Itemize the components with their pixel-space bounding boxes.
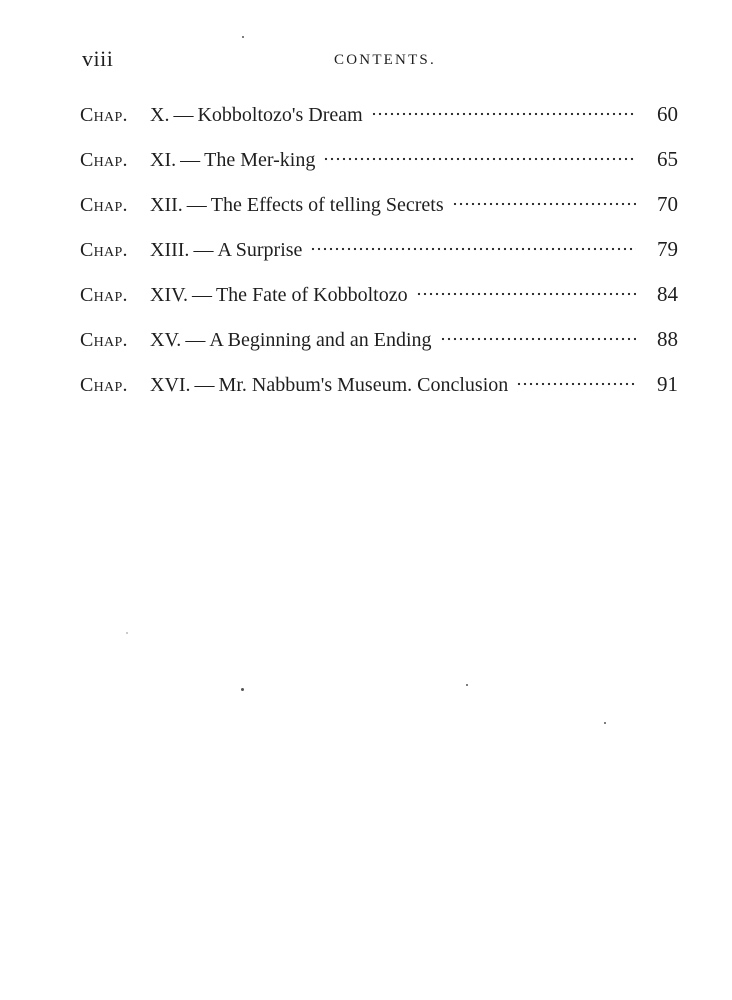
chapter-number: XII. — [150, 194, 183, 216]
toc-entry — [80, 282, 678, 327]
chapter-label: Chap. — [80, 239, 128, 261]
chapter-title: The Fate of Kobboltozo — [215, 284, 408, 306]
chapter-label: Chap. — [80, 104, 128, 126]
chapter-label: Chap. — [80, 329, 128, 351]
toc-entry — [80, 147, 678, 192]
chapter-dash: — — [173, 104, 194, 126]
toc-entry — [80, 102, 678, 147]
dot-leader — [310, 247, 636, 251]
chapter-dash: — — [185, 329, 206, 351]
chapter-number: XIII. — [150, 239, 190, 261]
dot-leader — [371, 112, 636, 116]
chapter-dash: — — [194, 374, 215, 396]
toc-entry — [80, 192, 678, 237]
chapter-number: XV. — [150, 329, 182, 351]
chapter-page-number: 91 — [657, 372, 678, 396]
chapter-page-number: 65 — [657, 147, 678, 171]
chapter-page-number: 88 — [657, 327, 678, 351]
page-title: CONTENTS. — [334, 52, 436, 68]
dot-leader — [516, 382, 636, 386]
chapter-label: Chap. — [80, 284, 128, 306]
toc-entry — [80, 372, 678, 417]
chapter-dash: — — [193, 239, 214, 261]
paper-speck — [466, 684, 468, 686]
chapter-title: A Surprise — [217, 239, 303, 261]
chapter-title: Kobboltozo's Dream — [197, 104, 363, 126]
chapter-number: XVI. — [150, 374, 191, 396]
chapter-number: XI. — [150, 149, 177, 171]
chapter-number: XIV. — [150, 284, 188, 306]
chapter-dash: — — [191, 284, 212, 306]
toc-entry — [80, 327, 678, 372]
paper-speck — [242, 36, 244, 38]
chapter-title: Mr. Nabbum's Museum. Conclusion — [218, 374, 509, 396]
running-head — [82, 46, 678, 76]
chapter-page-number: 60 — [657, 102, 678, 126]
chapter-title: The Effects of telling Secrets — [210, 194, 444, 216]
chapter-page-number: 84 — [657, 282, 678, 306]
toc-entry — [80, 237, 678, 282]
chapter-page-number: 79 — [657, 237, 678, 261]
paper-speck — [126, 632, 128, 634]
chapter-dash: — — [186, 194, 207, 216]
dot-leader — [416, 292, 636, 296]
paper-speck — [241, 688, 244, 691]
dot-leader — [440, 337, 636, 341]
chapter-label: Chap. — [80, 194, 128, 216]
chapter-label: Chap. — [80, 149, 128, 171]
chapter-number: X. — [150, 104, 170, 126]
chapter-dash: — — [180, 149, 201, 171]
chapter-title: A Beginning and an Ending — [209, 329, 432, 351]
paper-speck — [604, 722, 606, 724]
page-folio: viii — [82, 46, 114, 71]
chapter-label: Chap. — [80, 374, 128, 396]
dot-leader — [323, 157, 636, 161]
chapter-page-number: 70 — [657, 192, 678, 216]
dot-leader — [452, 202, 636, 206]
chapter-title: The Mer-king — [204, 149, 316, 171]
table-of-contents — [80, 102, 678, 417]
